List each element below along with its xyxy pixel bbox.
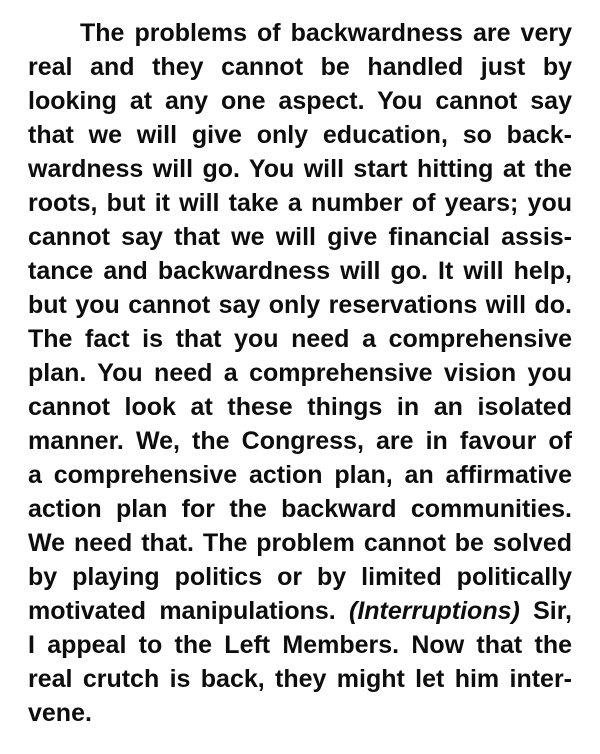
text-line-19: I appeal to the Left Members. Now that the	[28, 631, 572, 659]
text-line-4: that we will give only education, so back-	[28, 121, 572, 149]
text-line-2: real and they cannot be handled just by	[28, 53, 572, 81]
text-line-7: cannot say that we will give financial assis-	[28, 223, 572, 251]
text-line-10: The fact is that you need a comprehensive	[28, 325, 572, 353]
text-line-9: but you cannot say only reservations will do.	[28, 291, 572, 319]
text-line-8: tance and backwardness will go. It will help,	[28, 257, 572, 285]
text-segment-post: Sir,	[519, 597, 572, 625]
text-line-1: The problems of backwardness are very	[80, 19, 572, 47]
text-line-21: vene.	[28, 699, 92, 727]
text-line-18-with-interruption	[28, 594, 572, 628]
text-line-5: wardness will go. You will start hitting at the	[28, 155, 572, 183]
text-line-12: cannot look at these things in an isolated	[28, 393, 572, 421]
paragraph	[28, 16, 572, 730]
text-segment-pre: motivated manipulations.	[28, 597, 349, 625]
text-line-11: plan. You need a comprehensive vision you	[28, 359, 572, 387]
text-line-6: roots, but it will take a number of years; you	[28, 189, 572, 217]
text-line-15: action plan for the backward communities.	[28, 495, 572, 523]
text-line-14: a comprehensive action plan, an affirmative	[28, 461, 572, 489]
text-line-16: We need that. The problem cannot be solved	[28, 529, 572, 557]
text-line-20: real crutch is back, they might let him inter-	[28, 665, 572, 693]
text-line-17: by playing politics or by limited politically	[28, 563, 572, 591]
text-line-13: manner. We, the Congress, are in favour of	[28, 427, 572, 455]
interruptions-italic-text: (Interruptions)	[349, 597, 520, 625]
text-line-3: looking at any one aspect. You cannot say	[28, 87, 572, 115]
